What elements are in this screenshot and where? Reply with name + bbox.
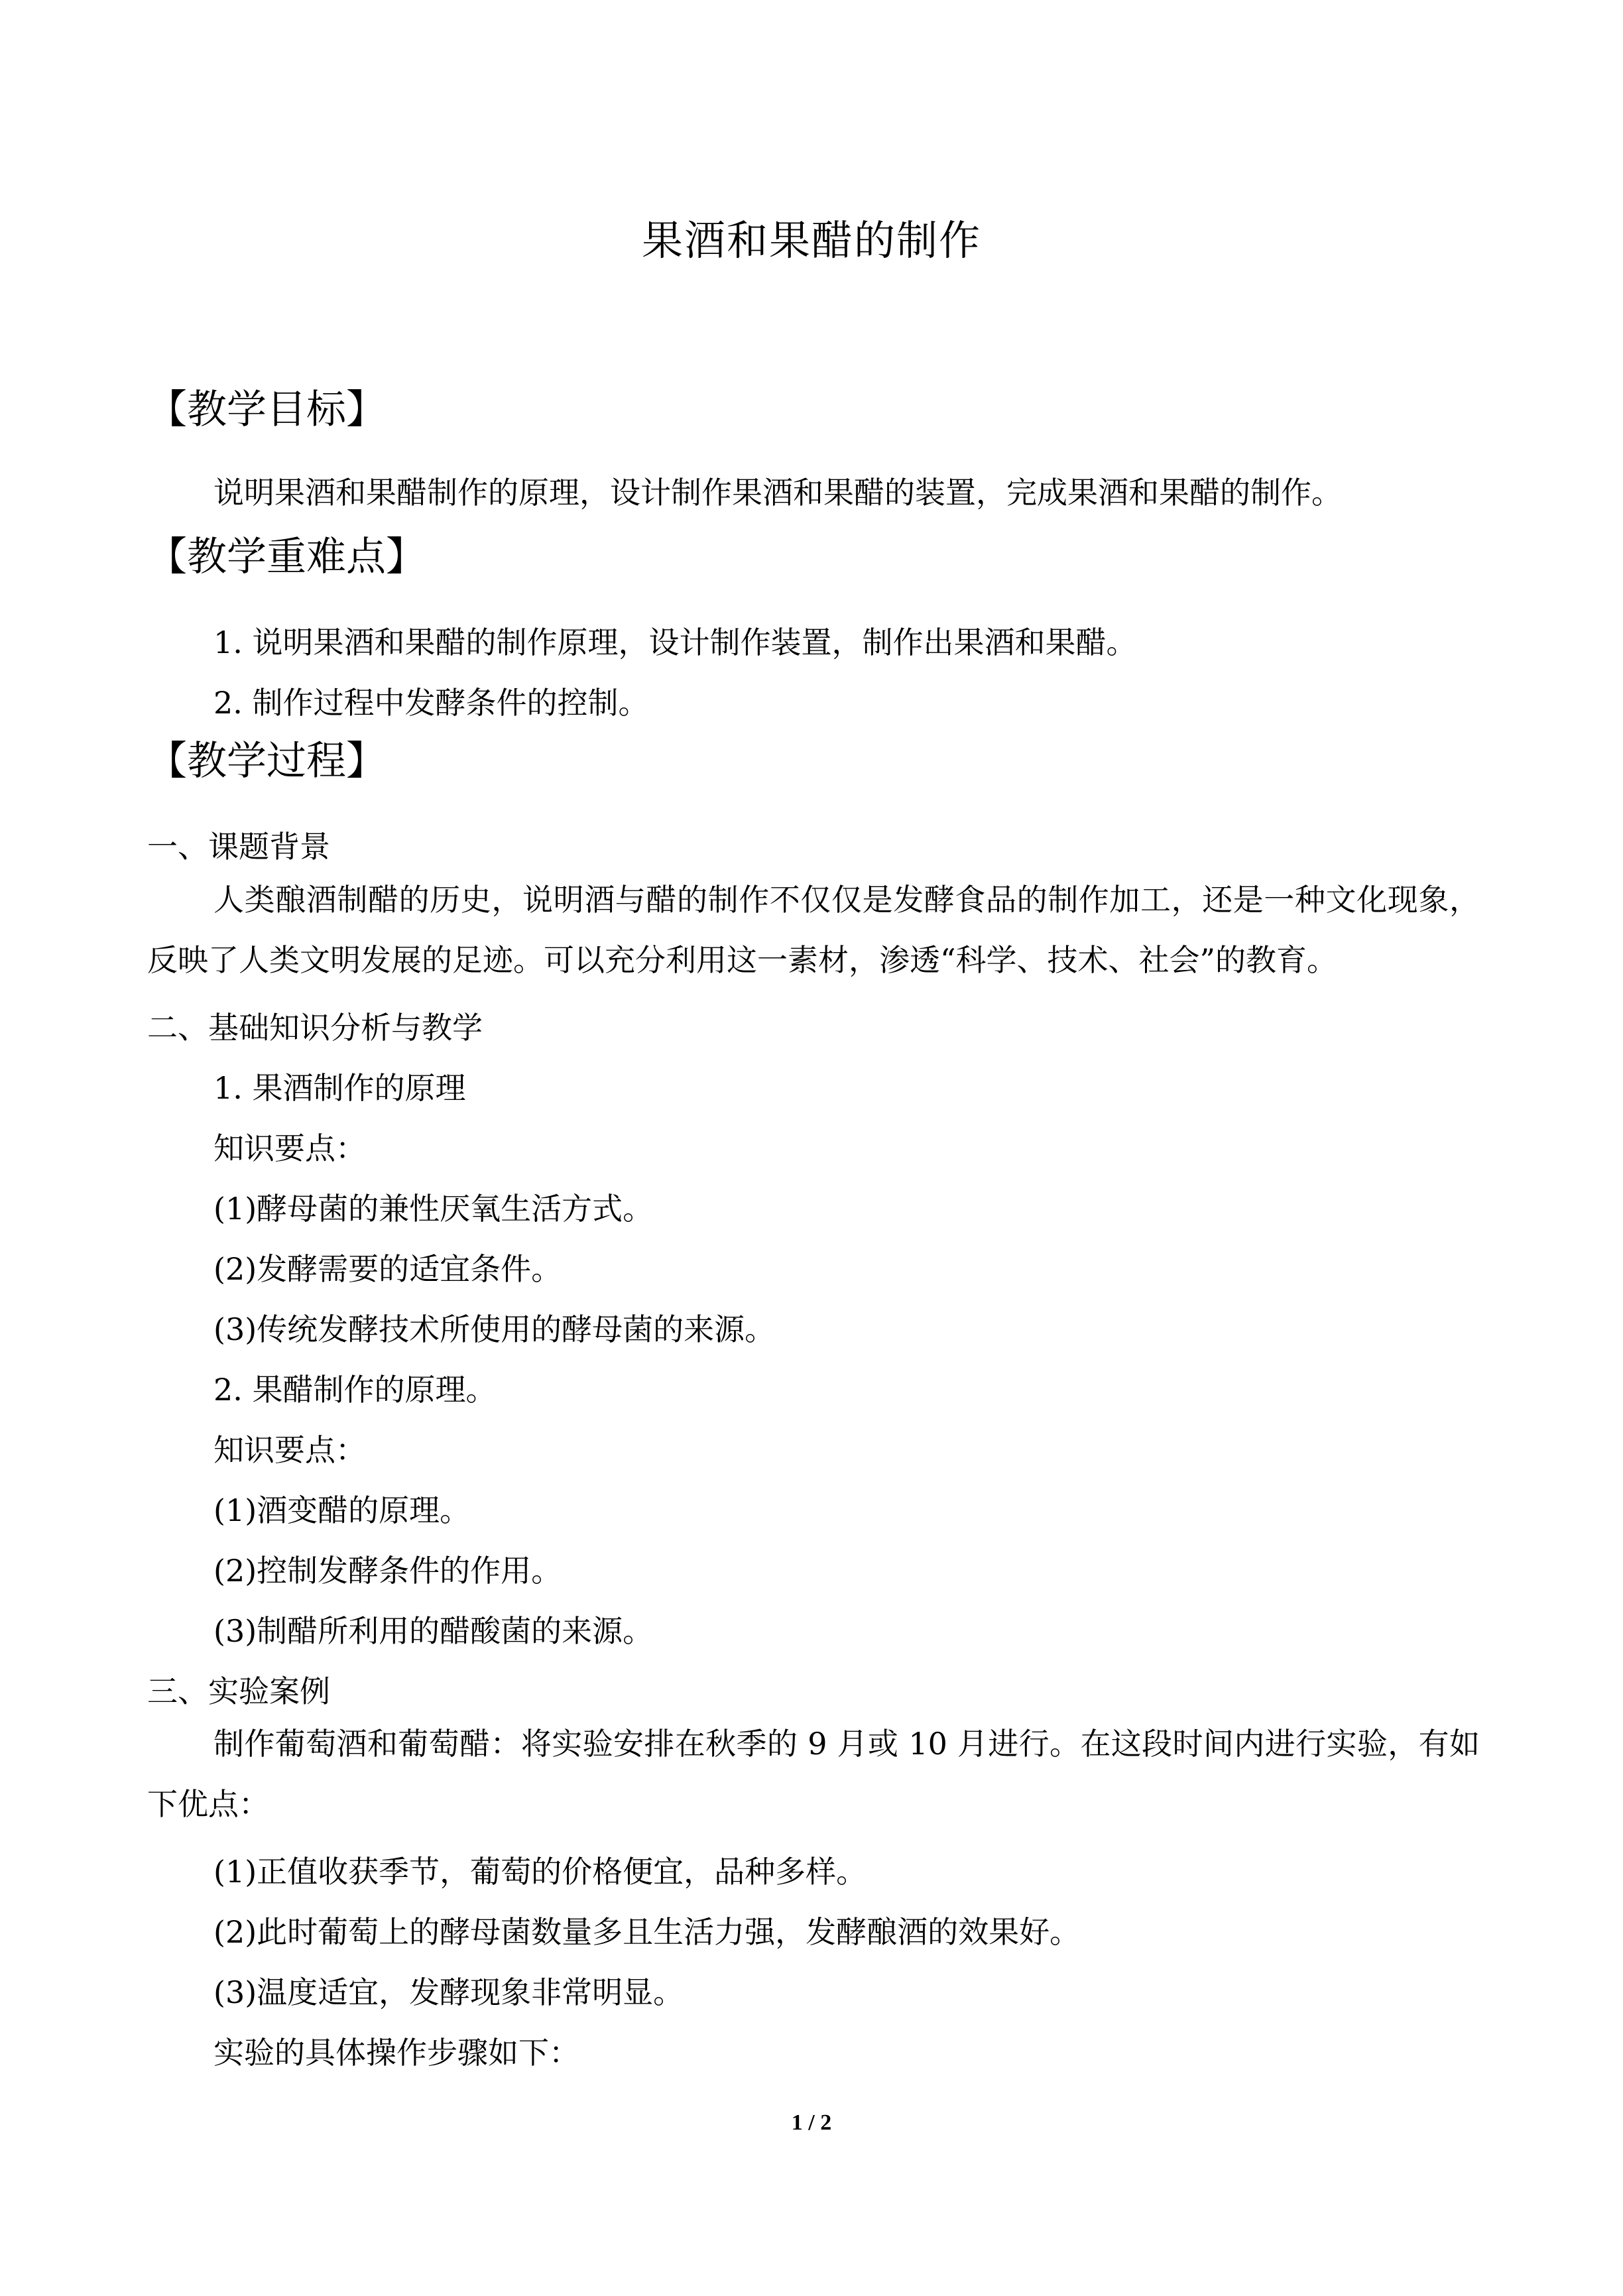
- key-points-heading: 【教学重难点】: [147, 534, 426, 580]
- section3-item-1: (1)正值收获季节，葡萄的价格便宜，品种多样。: [213, 1854, 867, 1890]
- section2-sub1-label: 知识要点：: [213, 1130, 366, 1166]
- section3-paragraph: 制作葡萄酒和葡萄醋：将实验安排在秋季的 9 月或 10 月进行。在这段时间内进行实验，有如下优点：: [147, 1726, 1480, 1822]
- section2-heading: 二、基础知识分析与教学: [147, 1010, 483, 1046]
- key-point-item-2: 2. 制作过程中发酵条件的控制。: [213, 685, 649, 721]
- section1-heading: 一、课题背景: [147, 829, 330, 865]
- page-number: 1 / 2: [791, 2110, 832, 2135]
- section2-sub2-title: 2. 果醋制作的原理。: [213, 1372, 497, 1408]
- process-heading: 【教学过程】: [147, 738, 386, 784]
- section2-sub1-item-3: (3)传统发酵技术所使用的酵母菌的来源。: [213, 1311, 776, 1347]
- section2-sub1-item-1: (1)酵母菌的兼性厌氧生活方式。: [213, 1191, 654, 1227]
- section2-sub2-item-3: (3)制醋所利用的醋酸菌的来源。: [213, 1613, 654, 1649]
- section2-sub1-title: 1. 果酒制作的原理: [213, 1070, 466, 1106]
- teaching-goal-heading: 【教学目标】: [147, 387, 386, 433]
- section2-sub2-label: 知识要点：: [213, 1432, 366, 1468]
- document-title: 果酒和果醋的制作: [641, 216, 981, 265]
- teaching-goal-text: 说明果酒和果醋制作的原理，设计制作果酒和果醋的装置，完成果酒和果醋的制作。: [213, 475, 1342, 511]
- key-point-item-1: 1. 说明果酒和果醋的制作原理，设计制作装置，制作出果酒和果醋。: [213, 625, 1137, 660]
- section3-heading: 三、实验案例: [147, 1673, 330, 1709]
- section3-closing: 实验的具体操作步骤如下：: [213, 2035, 579, 2071]
- section3-item-3: (3)温度适宜，发酵现象非常明显。: [213, 1974, 684, 2010]
- section2-sub2-item-1: (1)酒变醋的原理。: [213, 1492, 471, 1528]
- section1-paragraph: 人类酿酒制醋的历史，说明酒与醋的制作不仅仅是发酵食品的制作加工，还是一种文化现象，反映了人类文明发展的足迹。可以充分利用这一素材，渗透“科学、技术、社会”的教育。: [147, 882, 1480, 978]
- section3-item-2: (2)此时葡萄上的酵母菌数量多且生活力强，发酵酿酒的效果好。: [213, 1914, 1081, 1950]
- section2-sub2-item-2: (2)控制发酵条件的作用。: [213, 1553, 562, 1589]
- section2-sub1-item-2: (2)发酵需要的适宜条件。: [213, 1251, 562, 1287]
